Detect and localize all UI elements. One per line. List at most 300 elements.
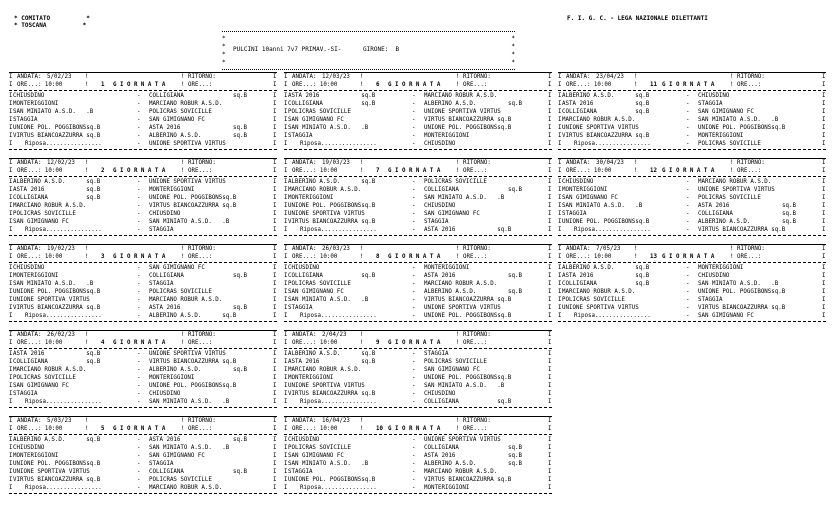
border-bar: I — [548, 351, 552, 357]
match-row — [9, 124, 277, 132]
match-dash: - — [137, 227, 141, 233]
away-team: COLLIGIANA — [149, 469, 184, 475]
border-bar: I — [548, 305, 552, 311]
match-dash: - — [686, 297, 690, 303]
match-dash: - — [137, 179, 141, 185]
round-number: 6 — [376, 82, 380, 88]
home-team: MARCIANO ROBUR A.S.D. — [562, 289, 636, 295]
return-time-label: ! ORE...: — [181, 168, 213, 174]
match-dash: - — [686, 179, 690, 185]
home-team: VIRTUS BIANCOAZZURRA sq.B — [288, 219, 376, 225]
away-team: CHIUSDINO — [424, 203, 456, 209]
header-left-line1: * COMITATO * — [14, 15, 90, 22]
round-separator — [558, 262, 826, 263]
away-team-suffix: sq.B — [782, 203, 796, 209]
home-team: UNIONE SPORTIVA VIRTUS — [562, 305, 639, 311]
border-bar: I — [822, 281, 826, 287]
home-team: VIRTUS BIANCOAZZURRA sq.B — [562, 133, 650, 139]
border-bar: I — [273, 195, 277, 201]
match-dash: - — [412, 313, 416, 319]
match-row — [284, 202, 552, 210]
giornata-label: G I O R N A T A — [113, 426, 166, 432]
border-bar: I — [548, 133, 552, 139]
border-bar: I — [284, 399, 288, 405]
border-bar: I — [822, 101, 826, 107]
round-number: 3 — [101, 254, 105, 260]
round-title-row — [284, 167, 552, 175]
round-date: 26/02/23 — [47, 332, 75, 338]
divider: ! — [634, 74, 638, 80]
border-bar: I — [548, 445, 552, 451]
border-bar: I — [273, 418, 277, 424]
border-bar: I — [9, 187, 13, 193]
border-bar: I — [273, 254, 277, 260]
away-team: VIRTUS BIANCOAZZURRA sq.B — [424, 117, 512, 123]
match-row — [9, 116, 277, 124]
giornata-label: G I O R N A T A — [662, 82, 715, 88]
header-left-line2: * TOSCANA * — [14, 22, 87, 29]
border-bar: I — [9, 391, 13, 397]
border-bar: I — [9, 305, 13, 311]
match-row — [9, 444, 277, 452]
border-bar: I — [9, 179, 13, 185]
divider: ! — [85, 426, 89, 432]
match-row — [9, 288, 277, 296]
away-team: POLICRAS SOVICILLE — [149, 109, 212, 115]
away-team: CHIUSDINO — [698, 273, 730, 279]
home-team: ALBERINO A.S.D. sq.B — [13, 437, 101, 443]
andata-label: ANDATA: — [292, 74, 317, 80]
home-team: STAGGIA — [288, 305, 313, 311]
border-bar: I — [273, 313, 277, 319]
riposa-label: Riposa................ — [300, 141, 377, 147]
border-bar: I — [548, 74, 552, 80]
border-bar: I — [273, 281, 277, 287]
giornata-label: G I O R N A T A — [113, 82, 166, 88]
border-bar: I — [9, 383, 13, 389]
match-dash: - — [137, 485, 141, 491]
resting-team: VIRTUS BIANCOAZZURRA sq.B — [698, 227, 786, 233]
border-bar: I — [9, 445, 13, 451]
border-bar: I — [9, 227, 13, 233]
round-bottom-rule — [284, 321, 552, 322]
away-team: ALBERINO A.S.D. — [149, 133, 202, 139]
match-row — [558, 124, 826, 132]
round-separator — [9, 262, 277, 263]
away-team-suffix: sq.B — [233, 93, 247, 99]
away-team: ASTA 2016 — [424, 273, 456, 279]
border-bar: I — [548, 117, 552, 123]
andata-label: ANDATA: — [566, 160, 591, 166]
away-team: POLICRAS SOVICILLE — [424, 359, 487, 365]
round-title-row — [284, 425, 552, 433]
away-team: UNIONE SPORTIVA VIRTUS — [424, 305, 501, 311]
giornata-label: G I O R N A T A — [388, 168, 441, 174]
home-team: MONTERIGGIONI — [288, 375, 334, 381]
border-bar: I — [822, 219, 826, 225]
home-team: ASTA 2016 sq.B — [562, 101, 650, 107]
border-bar: I — [273, 297, 277, 303]
round-number: 13 — [650, 254, 657, 260]
round-header-row — [284, 73, 552, 81]
border-bar: I — [9, 265, 13, 271]
match-dash: - — [686, 227, 690, 233]
match-dash: - — [137, 141, 141, 147]
divider: ! — [360, 74, 364, 80]
home-team: ALBERINO A.S.D. sq.B — [562, 93, 650, 99]
riposa-label: Riposa................ — [300, 399, 377, 405]
home-team: ASTA 2016 sq.B — [288, 359, 376, 365]
round-title-row — [9, 339, 277, 347]
border-bar: I — [822, 313, 826, 319]
home-team: STAGGIA — [288, 133, 313, 139]
border-bar: I — [284, 273, 288, 279]
border-bar: I — [548, 367, 552, 373]
match-dash: - — [137, 265, 141, 271]
border-bar: I — [548, 219, 552, 225]
border-bar: I — [558, 187, 562, 193]
border-bar: I — [284, 133, 288, 139]
border-bar: I — [548, 160, 552, 166]
match-row — [9, 350, 277, 358]
away-team: UNIONE SPORTIVA VIRTUS — [698, 187, 775, 193]
match-row — [9, 452, 277, 460]
away-team: STAGGIA — [424, 219, 449, 225]
border-bar: I — [273, 375, 277, 381]
riposa-label: Riposa................ — [25, 399, 102, 405]
match-row — [9, 468, 277, 476]
kickoff-time: ORE...: 10:00 — [17, 426, 63, 432]
away-team: MARCIANO ROBUR A.S.D. — [698, 179, 772, 185]
home-team: MARCIANO ROBUR A.S.D. — [288, 367, 362, 373]
match-row — [284, 100, 552, 108]
border-bar: I — [548, 418, 552, 424]
border-bar: I — [273, 469, 277, 475]
border-bar: I — [822, 254, 826, 260]
ritorno-label: ! RITORNO: — [730, 160, 765, 166]
match-row — [9, 272, 277, 280]
match-row — [9, 296, 277, 304]
round-separator — [284, 348, 552, 349]
away-team: SAN GIMIGNANO FC — [698, 109, 754, 115]
border-bar: I — [558, 160, 562, 166]
away-team-suffix: sq.B — [782, 211, 796, 217]
match-dash: - — [412, 125, 416, 131]
match-row — [9, 436, 277, 444]
away-team: COLLIGIANA — [698, 211, 733, 217]
match-row — [558, 100, 826, 108]
away-team-suffix: sq.B — [508, 445, 522, 451]
border-bar: I — [9, 332, 13, 338]
resting-team: STAGGIA — [149, 227, 174, 233]
match-row — [9, 108, 277, 116]
match-row — [284, 304, 552, 312]
away-team: STAGGIA — [149, 461, 174, 467]
round-number: 7 — [376, 168, 380, 174]
resting-team: MONTERIGGIONI — [424, 485, 470, 491]
round-bottom-rule — [9, 321, 277, 322]
border-bar: I — [273, 93, 277, 99]
border-bar: I — [284, 418, 288, 424]
border-bar: I — [548, 375, 552, 381]
border-bar: I — [284, 168, 288, 174]
banner-title: PULCINI 10anni 7v7 PRIMAV.-SI- GIRONE: B — [233, 46, 400, 53]
border-bar: I — [273, 168, 277, 174]
match-row — [284, 444, 552, 452]
home-team: SAN MINIATO A.S.D. .B — [13, 281, 94, 287]
return-time-label: ! ORE...: — [730, 168, 762, 174]
border-bar: I — [9, 399, 13, 405]
away-team: SAN MINIATO A.S.D. .B — [698, 117, 779, 123]
riposa-label: Riposa................ — [25, 141, 102, 147]
border-bar: I — [558, 133, 562, 139]
border-bar: I — [284, 461, 288, 467]
border-bar: I — [558, 125, 562, 131]
border-bar: I — [822, 117, 826, 123]
ritorno-label: ! RITORNO: — [456, 332, 491, 338]
border-bar: I — [284, 332, 288, 338]
home-team: VIRTUS BIANCOAZZURRA sq.B — [288, 391, 376, 397]
border-bar: I — [273, 211, 277, 217]
away-team: MARCIANO ROBUR A.S.D. — [424, 469, 498, 475]
andata-label: ANDATA: — [292, 418, 317, 424]
border-bar: I — [548, 461, 552, 467]
home-team: MONTERIGGIONI — [13, 453, 59, 459]
match-dash: - — [137, 367, 141, 373]
home-team: VIRTUS BIANCOAZZURRA sq.B — [13, 133, 101, 139]
match-row — [284, 280, 552, 288]
match-dash: - — [137, 101, 141, 107]
away-team: UNIONE SPORTIVA VIRTUS — [424, 437, 501, 443]
away-team: STAGGIA — [424, 351, 449, 357]
home-team: MONTERIGGIONI — [288, 195, 334, 201]
round-header-row — [9, 245, 277, 253]
home-team: STAGGIA — [13, 391, 38, 397]
home-team: CHIUSDINO — [288, 437, 320, 443]
match-dash: - — [412, 297, 416, 303]
match-dash: - — [686, 125, 690, 131]
return-time-label: ! ORE...: — [181, 254, 213, 260]
home-team: UNIONE POL. POGGIBONSsq.B — [562, 219, 650, 225]
border-bar: I — [284, 254, 288, 260]
resting-team: UNIONE POL. POGGIBONSsq.B — [424, 313, 512, 319]
border-bar: I — [9, 109, 13, 115]
round-box — [9, 330, 277, 409]
round-bottom-rule — [284, 149, 552, 150]
border-bar: I — [284, 485, 288, 491]
border-bar: I — [558, 195, 562, 201]
divider: ! — [634, 254, 638, 260]
ritorno-label: ! RITORNO: — [456, 74, 491, 80]
match-row — [284, 108, 552, 116]
return-time-label: ! ORE...: — [456, 254, 488, 260]
border-bar: I — [558, 219, 562, 225]
andata-label: ANDATA: — [292, 246, 317, 252]
away-team: MARCIANO ROBUR A.S.D. — [149, 101, 223, 107]
away-team-suffix: sq.B — [508, 289, 522, 295]
match-dash: - — [686, 101, 690, 107]
andata-label: ANDATA: — [17, 246, 42, 252]
match-row — [9, 218, 277, 226]
border-bar: I — [273, 485, 277, 491]
match-row — [284, 452, 552, 460]
away-team: SAN MINIATO A.S.D. .B — [698, 281, 779, 287]
border-bar: I — [9, 82, 13, 88]
away-team: ALBERINO A.S.D. — [149, 367, 202, 373]
match-row — [558, 186, 826, 194]
round-number: 5 — [101, 426, 105, 432]
round-number: 12 — [650, 168, 657, 174]
round-title-row — [9, 253, 277, 261]
round-box — [284, 158, 552, 237]
border-bar: I — [9, 141, 13, 147]
border-bar: I — [273, 101, 277, 107]
border-bar: I — [548, 453, 552, 459]
away-team-suffix: sq.B — [233, 125, 247, 131]
match-row — [9, 280, 277, 288]
return-time-label: ! ORE...: — [456, 426, 488, 432]
border-bar: I — [548, 359, 552, 365]
border-bar: I — [273, 125, 277, 131]
match-dash: - — [412, 305, 416, 311]
match-row — [9, 100, 277, 108]
away-team-suffix: sq.B — [233, 469, 247, 475]
match-row — [558, 272, 826, 280]
home-team: MONTERIGGIONI — [562, 187, 608, 193]
border-bar: I — [548, 281, 552, 287]
home-team: VIRTUS BIANCOAZZURRA sq.B — [13, 477, 101, 483]
round-number: 9 — [376, 340, 380, 346]
border-bar: I — [273, 399, 277, 405]
home-team: UNIONE SPORTIVA VIRTUS — [562, 125, 639, 131]
border-bar: I — [273, 351, 277, 357]
border-bar: I — [273, 141, 277, 147]
border-bar: I — [284, 211, 288, 217]
divider: ! — [85, 254, 89, 260]
round-box — [9, 72, 277, 151]
match-dash: - — [686, 195, 690, 201]
home-team: MARCIANO ROBUR A.S.D. — [13, 203, 87, 209]
home-team: SAN GIMIGNANO FC — [288, 453, 344, 459]
divider: ! — [85, 74, 89, 80]
away-team-suffix: sq.B — [508, 453, 522, 459]
ritorno-label: ! RITORNO: — [730, 74, 765, 80]
away-team: POLICRAS SOVICILLE — [424, 179, 487, 185]
match-row — [558, 116, 826, 124]
round-date: 12/02/23 — [47, 160, 75, 166]
border-bar: I — [273, 453, 277, 459]
away-team-suffix: sq.B — [508, 273, 522, 279]
border-bar: I — [548, 187, 552, 193]
match-row — [284, 296, 552, 304]
away-team: ASTA 2016 — [149, 125, 181, 131]
home-team: MARCIANO ROBUR A.S.D. — [13, 367, 87, 373]
giornata-label: G I O R N A T A — [662, 254, 715, 260]
round-header-row — [284, 245, 552, 253]
away-team: STAGGIA — [698, 297, 723, 303]
home-team: POLICRAS SOVICILLE — [13, 375, 76, 381]
match-dash: - — [137, 375, 141, 381]
match-dash: - — [412, 399, 416, 405]
border-bar: I — [9, 195, 13, 201]
border-bar: I — [284, 391, 288, 397]
border-bar: I — [284, 297, 288, 303]
round-date: 7/05/23 — [596, 246, 621, 252]
border-bar: I — [284, 219, 288, 225]
border-bar: I — [284, 383, 288, 389]
match-row — [284, 366, 552, 374]
match-row — [558, 304, 826, 312]
away-team: ASTA 2016 — [698, 203, 730, 209]
home-team: ASTA 2016 sq.B — [13, 187, 101, 193]
match-dash: - — [137, 461, 141, 467]
match-dash: - — [412, 211, 416, 217]
match-row — [284, 116, 552, 124]
home-team: ASTA 2016 sq.B — [288, 93, 376, 99]
match-row — [284, 288, 552, 296]
ritorno-label: ! RITORNO: — [456, 246, 491, 252]
kickoff-time: ORE...: 10:00 — [292, 340, 338, 346]
andata-label: ANDATA: — [566, 74, 591, 80]
home-team: CHIUSDINO — [562, 179, 594, 185]
match-dash: - — [137, 477, 141, 483]
border-bar: I — [9, 101, 13, 107]
border-bar: I — [284, 227, 288, 233]
border-bar: I — [9, 313, 13, 319]
border-bar: I — [284, 141, 288, 147]
match-row — [9, 304, 277, 312]
match-dash: - — [137, 281, 141, 287]
divider: ! — [360, 168, 364, 174]
border-bar: I — [284, 82, 288, 88]
away-team: POLICRAS SOVICILLE — [149, 289, 212, 295]
match-dash: - — [686, 305, 690, 311]
match-row — [9, 390, 277, 398]
border-bar: I — [284, 187, 288, 193]
border-bar: I — [548, 101, 552, 107]
riposa-row — [284, 398, 552, 406]
border-bar: I — [9, 426, 13, 432]
resting-team: SAN MINIATO A.S.D. .B — [149, 399, 230, 405]
match-dash: - — [686, 281, 690, 287]
border-bar: I — [273, 359, 277, 365]
border-bar: I — [284, 437, 288, 443]
riposa-row — [284, 312, 552, 320]
border-bar: I — [558, 101, 562, 107]
round-separator — [9, 90, 277, 91]
away-team: VIRTUS BIANCOAZZURRA sq.B — [149, 359, 237, 365]
round-header-row — [558, 73, 826, 81]
match-dash: - — [412, 391, 416, 397]
match-row — [9, 460, 277, 468]
border-bar: I — [822, 187, 826, 193]
match-row — [284, 124, 552, 132]
match-dash: - — [412, 469, 416, 475]
home-team: COLLIGIANA sq.B — [562, 281, 650, 287]
riposa-label: Riposa................ — [300, 227, 377, 233]
kickoff-time: ORE...: 10:00 — [292, 82, 338, 88]
away-team: SAN GIMIGNANO FC — [149, 453, 205, 459]
andata-label: ANDATA: — [292, 160, 317, 166]
round-title-row — [284, 339, 552, 347]
match-dash: - — [412, 265, 416, 271]
match-row — [284, 186, 552, 194]
border-bar: I — [558, 305, 562, 311]
border-bar: I — [284, 117, 288, 123]
round-header-row — [558, 159, 826, 167]
border-bar: I — [9, 461, 13, 467]
andata-label: ANDATA: — [292, 332, 317, 338]
